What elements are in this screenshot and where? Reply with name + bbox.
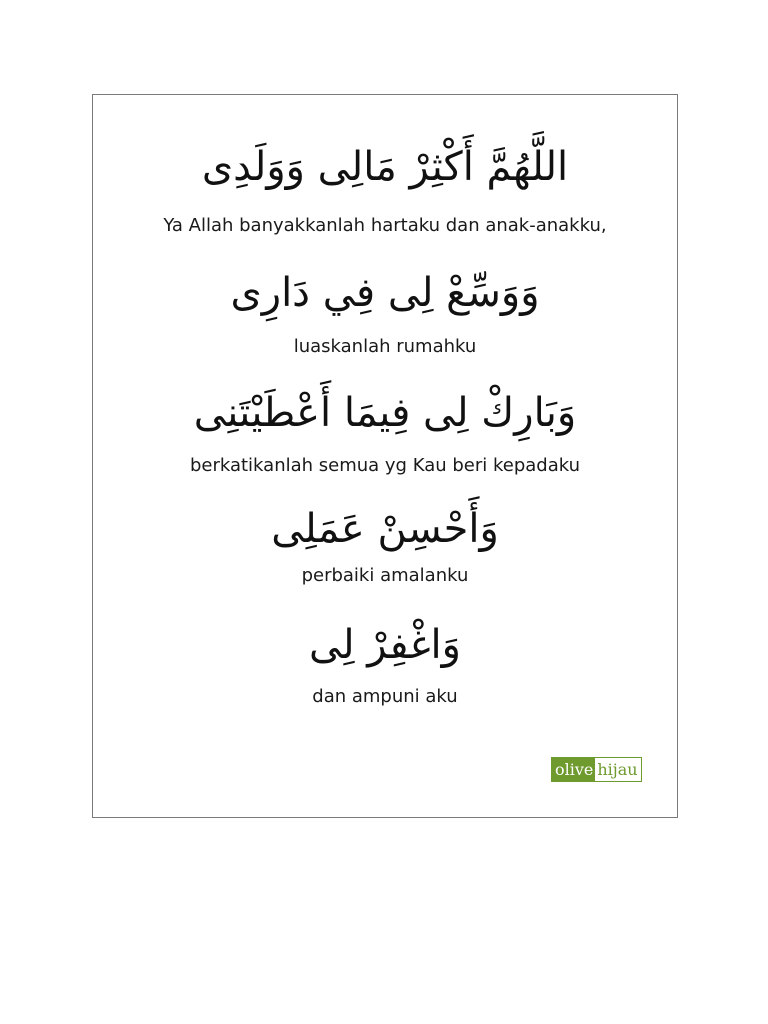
- arabic-line-1: اللَّهُمَّ أَكْثِرْ مَالِى وَوَلَدِى: [201, 144, 569, 190]
- arabic-line-3: وَبَارِكْ لِى فِيمَا أَعْطَيْتَنِى: [193, 390, 577, 436]
- translation-line-5: dan ampuni aku: [312, 686, 458, 707]
- arabic-line-2: وَوَسِّعْ لِى فِي دَارِى: [230, 270, 540, 316]
- logo-left-text: olive: [552, 758, 595, 781]
- olivehijau-logo: [551, 757, 642, 782]
- arabic-line-5: وَاغْفِرْ لِى: [309, 622, 461, 668]
- translation-line-2: luaskanlah rumahku: [293, 336, 477, 357]
- translation-line-1: Ya Allah banyakkanlah hartaku dan anak-anakku,: [163, 215, 607, 236]
- arabic-line-4: وَأَحْسِنْ عَمَلِى: [271, 506, 499, 552]
- translation-line-4: perbaiki amalanku: [301, 565, 469, 586]
- prayer-card: [92, 94, 678, 818]
- translation-line-3: berkatikanlah semua yg Kau beri kepadaku: [189, 455, 581, 476]
- logo-right-text: hijau: [595, 758, 640, 781]
